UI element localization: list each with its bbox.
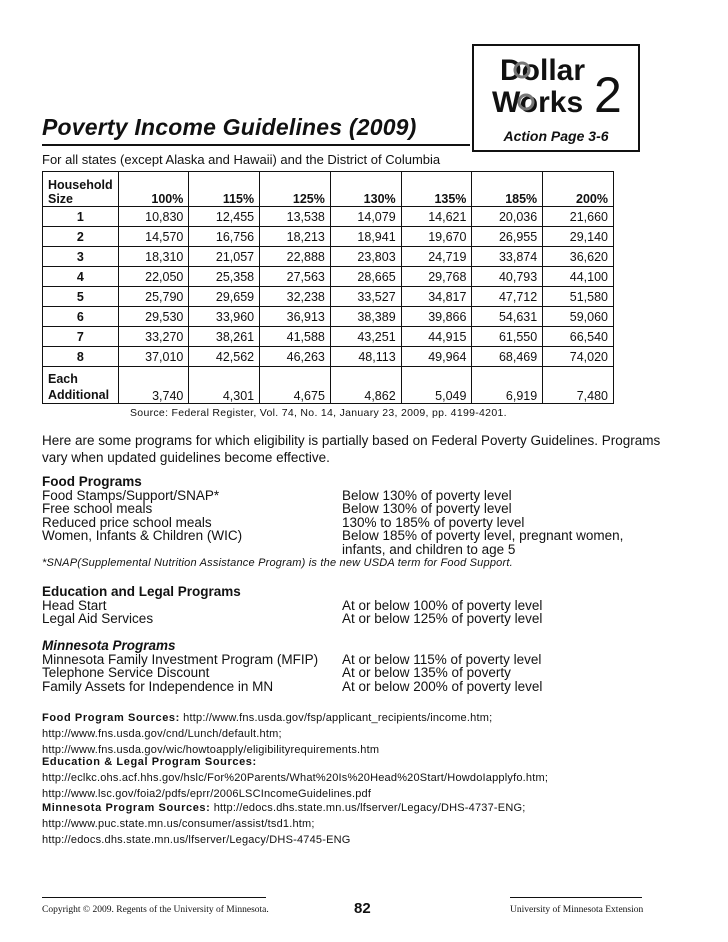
income-cell: 16,756 bbox=[189, 227, 260, 247]
logo-artwork bbox=[486, 50, 630, 122]
household-size-cell: 1 bbox=[43, 207, 119, 227]
household-size-cell: 7 bbox=[43, 327, 119, 347]
list-item-continuation bbox=[42, 543, 642, 557]
list-item bbox=[42, 666, 642, 680]
food-programs-section bbox=[42, 475, 642, 556]
column-header: 185% bbox=[472, 172, 543, 207]
income-cell: 61,550 bbox=[472, 327, 543, 347]
source-link[interactable]: http://eclkc.ohs.acf.hhs.gov/hslc/For%20Parents/What%20Is%20Head%20Start/HowdoIapplyfo.htm; bbox=[42, 772, 549, 784]
program-name: Head Start bbox=[42, 597, 107, 613]
poverty-guidelines-table bbox=[42, 171, 614, 404]
program-rule: Below 185% of poverty level, pregnant women, bbox=[342, 528, 624, 543]
minnesota-programs-section bbox=[42, 639, 642, 693]
income-cell: 66,540 bbox=[543, 327, 614, 347]
income-cell: 36,620 bbox=[543, 247, 614, 267]
food-programs-heading: Food Programs bbox=[42, 474, 142, 489]
program-rule: 130% to 185% of poverty level bbox=[342, 514, 525, 530]
income-cell: 26,955 bbox=[472, 227, 543, 247]
income-cell: 29,530 bbox=[118, 307, 189, 327]
dollar-works-logo bbox=[472, 44, 640, 152]
income-cell: 22,050 bbox=[118, 267, 189, 287]
program-name: Telephone Service Discount bbox=[42, 665, 210, 680]
income-cell: 51,580 bbox=[543, 287, 614, 307]
table-source-note: Source: Federal Register, Vol. 74, No. 14, January 23, 2009, pp. 4199-4201. bbox=[130, 407, 507, 419]
food-sources-label: Food Program Sources: bbox=[42, 712, 180, 724]
copyright-notice: Copyright © 2009. Regents of the University of Minnesota. bbox=[42, 905, 269, 915]
income-cell: 42,562 bbox=[189, 347, 260, 367]
income-cell: 18,941 bbox=[330, 227, 401, 247]
income-cell: 33,270 bbox=[118, 327, 189, 347]
income-cell: 38,261 bbox=[189, 327, 260, 347]
income-cell: 40,793 bbox=[472, 267, 543, 287]
program-name: Minnesota Family Investment Program (MFIP) bbox=[42, 651, 319, 667]
income-cell: 6,919 bbox=[472, 367, 543, 404]
program-name: Women, Infants & Children (WIC) bbox=[42, 528, 243, 543]
page-title: Poverty Income Guidelines (2009) bbox=[42, 114, 417, 140]
education-program-sources bbox=[42, 754, 548, 802]
program-name: Reduced price school meals bbox=[42, 514, 212, 530]
income-cell: 14,570 bbox=[118, 227, 189, 247]
income-cell: 38,389 bbox=[330, 307, 401, 327]
income-cell: 54,631 bbox=[472, 307, 543, 327]
column-header: 135% bbox=[401, 172, 472, 207]
source-link[interactable]: http://www.fns.usda.gov/cnd/Lunch/default.htm; bbox=[42, 728, 282, 740]
header-household-size bbox=[43, 172, 119, 207]
source-link[interactable]: http://www.fns.usda.gov/fsp/applicant_recipients/income.htm; bbox=[183, 712, 493, 724]
page-subtitle: For all states (except Alaska and Hawaii) and the District of Columbia bbox=[42, 152, 441, 167]
income-cell: 46,263 bbox=[260, 347, 331, 367]
income-cell: 25,790 bbox=[118, 287, 189, 307]
income-cell: 5,049 bbox=[401, 367, 472, 404]
income-cell: 4,675 bbox=[260, 367, 331, 404]
table-row bbox=[43, 207, 614, 227]
income-cell: 36,913 bbox=[260, 307, 331, 327]
income-cell: 4,301 bbox=[189, 367, 260, 404]
income-cell: 12,455 bbox=[189, 207, 260, 227]
income-cell: 22,888 bbox=[260, 247, 331, 267]
table-header-row bbox=[43, 172, 614, 207]
household-size-cell: 5 bbox=[43, 287, 119, 307]
table-row bbox=[43, 347, 614, 367]
income-cell: 48,113 bbox=[330, 347, 401, 367]
program-rule: At or below 135% of poverty bbox=[342, 665, 511, 680]
program-rule: Below 130% of poverty level bbox=[342, 501, 512, 516]
list-item bbox=[42, 653, 642, 667]
list-item bbox=[42, 529, 642, 543]
table-row bbox=[43, 327, 614, 347]
intro-paragraph: Here are some programs for which eligibility is partially based on Federal Poverty Guidelines. Programs vary when updated guidelines become effective. bbox=[42, 433, 661, 465]
income-cell: 74,020 bbox=[543, 347, 614, 367]
income-cell: 33,527 bbox=[330, 287, 401, 307]
income-cell: 41,588 bbox=[260, 327, 331, 347]
program-rule: At or below 125% of poverty level bbox=[342, 611, 543, 626]
household-size-cell: 8 bbox=[43, 347, 119, 367]
food-program-sources bbox=[42, 710, 492, 758]
table-row bbox=[43, 247, 614, 267]
income-cell: 21,057 bbox=[189, 247, 260, 267]
list-item bbox=[42, 680, 642, 694]
income-cell: 44,915 bbox=[401, 327, 472, 347]
program-name: Food Stamps/Support/SNAP* bbox=[42, 487, 220, 503]
education-programs-heading: Education and Legal Programs bbox=[42, 584, 241, 599]
income-cell: 10,830 bbox=[118, 207, 189, 227]
income-cell: 49,964 bbox=[401, 347, 472, 367]
snap-footnote: *SNAP(Supplemental Nutrition Assistance Program) is the new USDA term for Food Support. bbox=[42, 557, 513, 569]
income-cell: 14,079 bbox=[330, 207, 401, 227]
income-cell: 18,213 bbox=[260, 227, 331, 247]
logo-number: 2 bbox=[594, 67, 622, 122]
logo-line1: Dollar bbox=[500, 54, 586, 87]
income-cell: 47,712 bbox=[472, 287, 543, 307]
footer-divider-right bbox=[510, 897, 642, 898]
column-header: 125% bbox=[260, 172, 331, 207]
income-cell: 20,036 bbox=[472, 207, 543, 227]
program-rule: At or below 200% of poverty level bbox=[342, 678, 543, 694]
income-cell: 29,768 bbox=[401, 267, 472, 287]
list-item bbox=[42, 599, 642, 613]
income-cell: 13,538 bbox=[260, 207, 331, 227]
column-header: 115% bbox=[189, 172, 260, 207]
income-cell: 39,866 bbox=[401, 307, 472, 327]
program-name: Legal Aid Services bbox=[42, 611, 154, 626]
footer-divider-left bbox=[42, 897, 266, 898]
minnesota-program-sources bbox=[42, 800, 525, 848]
each-label: Each bbox=[48, 372, 78, 386]
source-link[interactable]: http://edocs.dhs.state.mn.us/lfserver/Legacy/DHS-4737-ENG; bbox=[213, 802, 526, 814]
income-cell: 18,310 bbox=[118, 247, 189, 267]
source-link[interactable]: http://www.lsc.gov/foia2/pdfs/eprr/2006LSCIncomeGuidelines.pdf bbox=[42, 788, 372, 800]
program-rule: At or below 115% of poverty level bbox=[342, 651, 542, 667]
income-cell: 68,469 bbox=[472, 347, 543, 367]
household-size-cell: 6 bbox=[43, 307, 119, 327]
income-cell: 19,670 bbox=[401, 227, 472, 247]
page-number: 82 bbox=[354, 900, 371, 917]
source-link[interactable]: http://www.puc.state.mn.us/consumer/assist/tsd1.htm; bbox=[42, 818, 315, 830]
publisher-name: University of Minnesota Extension bbox=[510, 905, 644, 915]
table-row bbox=[43, 267, 614, 287]
education-sources-label: Education & Legal Program Sources: bbox=[42, 756, 257, 768]
household-size-cell: 3 bbox=[43, 247, 119, 267]
program-rule: At or below 100% of poverty level bbox=[342, 597, 543, 613]
program-name: Free school meals bbox=[42, 501, 153, 516]
source-link[interactable]: http://www.fns.usda.gov/wic/howtoapply/eligibilityrequirements.htm bbox=[42, 744, 380, 756]
minnesota-programs-heading: Minnesota Programs bbox=[42, 638, 176, 653]
title-divider bbox=[42, 144, 470, 146]
list-item bbox=[42, 489, 642, 503]
program-name: Family Assets for Independence in MN bbox=[42, 678, 274, 694]
column-header: 200% bbox=[543, 172, 614, 207]
action-page-label: Action Page 3-6 bbox=[503, 128, 609, 144]
income-cell: 29,140 bbox=[543, 227, 614, 247]
income-cell: 37,010 bbox=[118, 347, 189, 367]
income-cell: 43,251 bbox=[330, 327, 401, 347]
income-cell: 23,803 bbox=[330, 247, 401, 267]
income-cell: 33,960 bbox=[189, 307, 260, 327]
table-row-each-additional bbox=[43, 367, 614, 404]
additional-label: Additional bbox=[48, 388, 110, 402]
income-cell: 3,740 bbox=[118, 367, 189, 404]
list-item bbox=[42, 612, 642, 626]
household-size-cell: 4 bbox=[43, 267, 119, 287]
column-header: 100% bbox=[118, 172, 189, 207]
education-programs-section bbox=[42, 585, 642, 626]
income-cell: 27,563 bbox=[260, 267, 331, 287]
household-size-cell: 2 bbox=[43, 227, 119, 247]
income-cell: 28,665 bbox=[330, 267, 401, 287]
income-cell: 32,238 bbox=[260, 287, 331, 307]
income-cell: 44,100 bbox=[543, 267, 614, 287]
list-item bbox=[42, 516, 642, 530]
table-body bbox=[43, 172, 614, 404]
list-item bbox=[42, 502, 642, 516]
income-cell: 24,719 bbox=[401, 247, 472, 267]
source-link[interactable]: http://edocs.dhs.state.mn.us/lfserver/Legacy/DHS-4745-ENG bbox=[42, 834, 351, 846]
header-label-size: Size bbox=[48, 192, 74, 206]
income-cell: 33,874 bbox=[472, 247, 543, 267]
income-cell: 14,621 bbox=[401, 207, 472, 227]
income-cell: 21,660 bbox=[543, 207, 614, 227]
each-additional-label bbox=[43, 367, 119, 404]
income-cell: 59,060 bbox=[543, 307, 614, 327]
income-cell: 25,358 bbox=[189, 267, 260, 287]
column-header: 130% bbox=[330, 172, 401, 207]
income-cell: 4,862 bbox=[330, 367, 401, 404]
header-label-household: Household bbox=[48, 178, 113, 192]
table-row bbox=[43, 287, 614, 307]
table-row bbox=[43, 307, 614, 327]
income-cell: 7,480 bbox=[543, 367, 614, 404]
table-row bbox=[43, 227, 614, 247]
minnesota-sources-label: Minnesota Program Sources: bbox=[42, 802, 211, 814]
program-rule: infants, and children to age 5 bbox=[342, 541, 516, 557]
program-rule: Below 130% of poverty level bbox=[342, 487, 512, 503]
logo-line2: Works bbox=[492, 86, 584, 119]
income-cell: 34,817 bbox=[401, 287, 472, 307]
income-cell: 29,659 bbox=[189, 287, 260, 307]
